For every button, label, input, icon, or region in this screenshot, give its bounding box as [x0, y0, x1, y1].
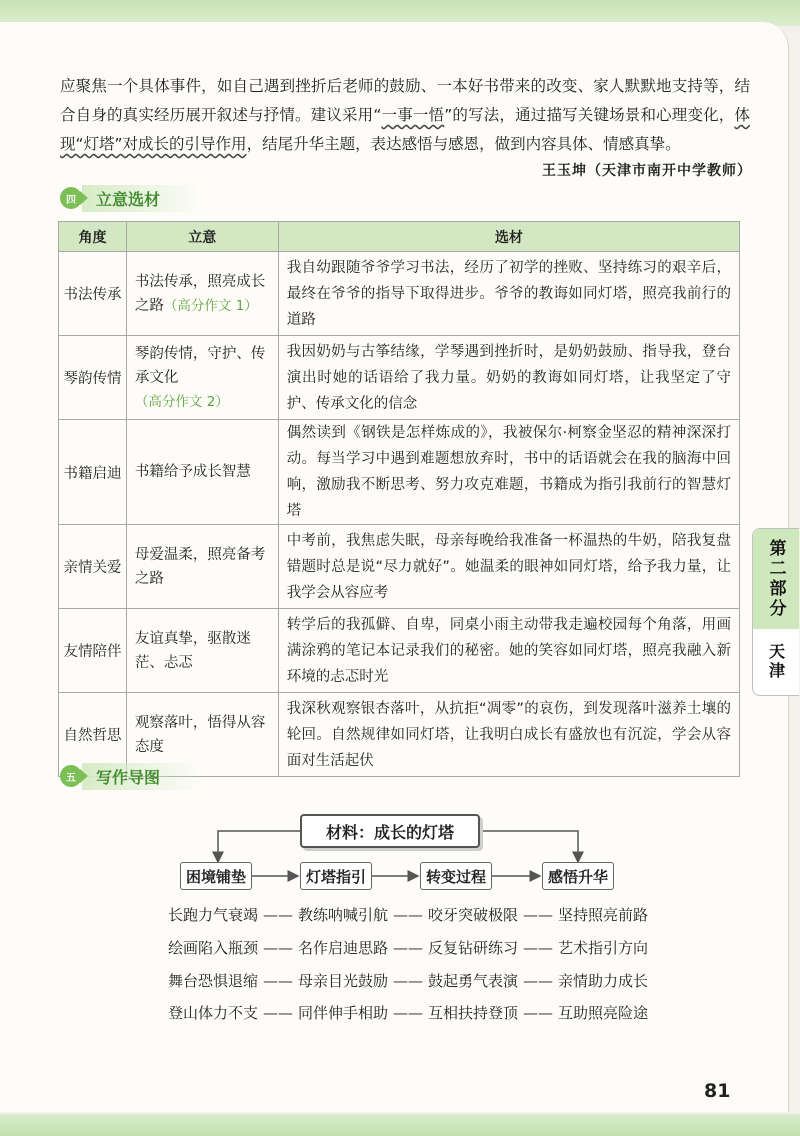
- theme-text: 书法传承，照亮成长之路: [134, 273, 266, 314]
- cell-theme: [126, 336, 278, 420]
- header-theme: 立意: [126, 222, 278, 252]
- flow-separator: ——: [393, 1004, 424, 1022]
- side-tab-part-label: 第二部分: [765, 539, 786, 619]
- intro-line-3a: 变化，: [687, 106, 735, 124]
- mindmap-title: 材料：成长的灯塔: [300, 814, 480, 848]
- intro-line-2b: ”的写法，通过描写关键场景和心理: [444, 106, 688, 124]
- flow-cell: 艺术指引方向: [558, 939, 649, 957]
- flow-separator: ——: [523, 972, 554, 990]
- cell-angle: 书籍启迪: [59, 420, 127, 525]
- table-row: [59, 609, 740, 693]
- cell-theme: [126, 252, 278, 336]
- flow-cell: 长跑力气衰竭: [168, 906, 259, 924]
- intro-paragraph: [60, 72, 750, 159]
- flow-separator: ——: [393, 939, 424, 957]
- section-arrow-icon: [80, 769, 88, 783]
- cell-angle: 友情陪伴: [59, 609, 127, 693]
- author-signature: 王玉坤（天津市南开中学教师）: [542, 163, 752, 179]
- cell-material: 中考前，我焦虑失眠，母亲每晚给我准备一杯温热的牛奶，陪我复盘错题时总是说“尽力就好”。她温柔的眼神如同灯塔，给予我力量，让我学会从容应考: [278, 525, 739, 609]
- flow-cell: 母亲目光鼓励: [298, 972, 389, 990]
- header-material: 选材: [278, 222, 739, 252]
- header-angle: 角度: [59, 222, 127, 252]
- flow-row: [168, 904, 648, 925]
- flow-separator: ——: [523, 939, 554, 957]
- flow-cell: 咬牙突破极限: [428, 906, 519, 924]
- flow-row: [168, 970, 648, 991]
- flow-cell: 坚持照亮前路: [558, 906, 649, 924]
- intro-line-4: 真挚。: [634, 135, 681, 153]
- side-tab-region: [753, 633, 799, 691]
- intro-line-1: 应聚焦一个具体事件，如自己遇到挫折后老师的鼓励、一本好书带来的改变、家人默默地支持等，: [60, 77, 735, 95]
- flow-cell: 亲情助力成长: [558, 972, 649, 990]
- section-title: 立意选材: [82, 185, 200, 212]
- flow-separator: ——: [263, 939, 294, 957]
- flow-separator: ——: [263, 1004, 294, 1022]
- cell-material: 转学后的我孤僻、自卑，同桌小雨主动带我走遍校园每个角落，用画满涂鸦的笔记本记录我们的秘密。她的笑容如同灯塔，照亮我融入新环境的忐忑时光: [278, 609, 739, 693]
- table-header-row: [59, 222, 740, 252]
- section-heading-mindmap: [60, 765, 200, 787]
- section-title: 写作导图: [82, 763, 200, 790]
- selection-table: [58, 221, 740, 777]
- intro-wavy-2: 体现“灯塔”对成长的引导作用: [60, 106, 750, 153]
- table-row: [59, 336, 740, 420]
- cell-material: 我因奶奶与古筝结缘，学琴遇到挫折时，是奶奶鼓励、指导我，登台演出时她的话语给了我力量。奶奶的教诲如同灯塔，让我坚定了守护、传承文化的信念: [278, 336, 739, 420]
- bottom-green-band: [0, 1114, 800, 1136]
- theme-text: 琴韵传情，守护、传承文化: [134, 345, 266, 386]
- stage-box-insight: 感悟升华: [542, 862, 614, 890]
- flow-separator: ——: [393, 906, 424, 924]
- flow-cell: 登山体力不支: [168, 1004, 259, 1022]
- cell-material: 我自幼跟随爷爷学习书法，经历了初学的挫败、坚持练习的艰辛后，最终在爷爷的指导下取得进步。爷爷的教诲如同灯塔，照亮我前行的道路: [278, 252, 739, 336]
- cell-angle: 琴韵传情: [59, 336, 127, 420]
- high-score-tag: （高分作文 2）: [134, 393, 229, 410]
- table-row: [59, 252, 740, 336]
- side-tab-part: [753, 529, 799, 629]
- intro-line-2a: 结合自身的真实经历展开叙述与抒情。建议采用“: [60, 77, 750, 124]
- flow-row: [168, 937, 648, 958]
- intro-line-3b: ，结尾升华主题，表达感悟与感恩，做到内容具体、情感: [246, 135, 635, 153]
- side-section-tab: [752, 528, 799, 696]
- flow-cell: 互相扶持登顶: [428, 1004, 519, 1022]
- flow-cell: 互助照亮险途: [558, 1004, 649, 1022]
- flow-row: [168, 1002, 648, 1023]
- flow-cell: 反复钻研练习: [428, 939, 519, 957]
- flow-cell: 名作启迪思路: [298, 939, 389, 957]
- cell-theme: 书籍给予成长智慧: [126, 420, 278, 525]
- section-arrow-icon: [80, 191, 88, 205]
- flow-cell: 绘画陷入瓶颈: [168, 939, 259, 957]
- flow-cell: 同伴伸手相助: [298, 1004, 389, 1022]
- cell-angle: 自然哲思: [59, 693, 127, 777]
- stage-box-guidance: 灯塔指引: [300, 862, 372, 890]
- section-heading-selection: [60, 187, 200, 209]
- flow-separator: ——: [263, 972, 294, 990]
- flow-separator: ——: [393, 972, 424, 990]
- cell-theme: 友谊真挚，驱散迷茫、忐忑: [126, 609, 278, 693]
- stage-box-change: 转变过程: [420, 862, 492, 890]
- intro-wavy-1: 一事一悟: [381, 106, 445, 124]
- table-row: [59, 420, 740, 525]
- cell-angle: 书法传承: [59, 252, 127, 336]
- cell-theme: 观察落叶，悟得从容态度: [126, 693, 278, 777]
- section-badge-icon: 五: [60, 765, 82, 787]
- side-tab-region-label: 天津: [766, 643, 786, 681]
- high-score-tag: （高分作文 1）: [163, 297, 258, 314]
- page-number: 81: [704, 1080, 731, 1102]
- table-row: [59, 525, 740, 609]
- flow-separator: ——: [263, 906, 294, 924]
- cell-material: 偶然读到《钢铁是怎样炼成的》，我被保尔·柯察金坚忍的精神深深打动。每当学习中遇到难题想放弃时，书中的话语就会在我的脑海中回响，激励我不断思考、努力攻克难题，书籍成为指引我前行的智慧灯塔: [278, 420, 739, 525]
- flow-separator: ——: [523, 1004, 554, 1022]
- cell-angle: 亲情关爱: [59, 525, 127, 609]
- cell-material: 我深秋观察银杏落叶，从抗拒“凋零”的哀伤，到发现落叶滋养土壤的轮回。自然规律如同灯塔，让我明白成长有盛放也有沉淀，学会从容面对生活起伏: [278, 693, 739, 777]
- stage-box-hardship: 困境铺垫: [180, 862, 252, 890]
- flow-cell: 舞台恐惧退缩: [168, 972, 259, 990]
- flow-separator: ——: [523, 906, 554, 924]
- section-badge-icon: 四: [60, 187, 82, 209]
- cell-theme: 母爱温柔，照亮备考之路: [126, 525, 278, 609]
- flow-cell: 教练呐喊引航: [298, 906, 389, 924]
- flow-cell: 鼓起勇气表演: [428, 972, 519, 990]
